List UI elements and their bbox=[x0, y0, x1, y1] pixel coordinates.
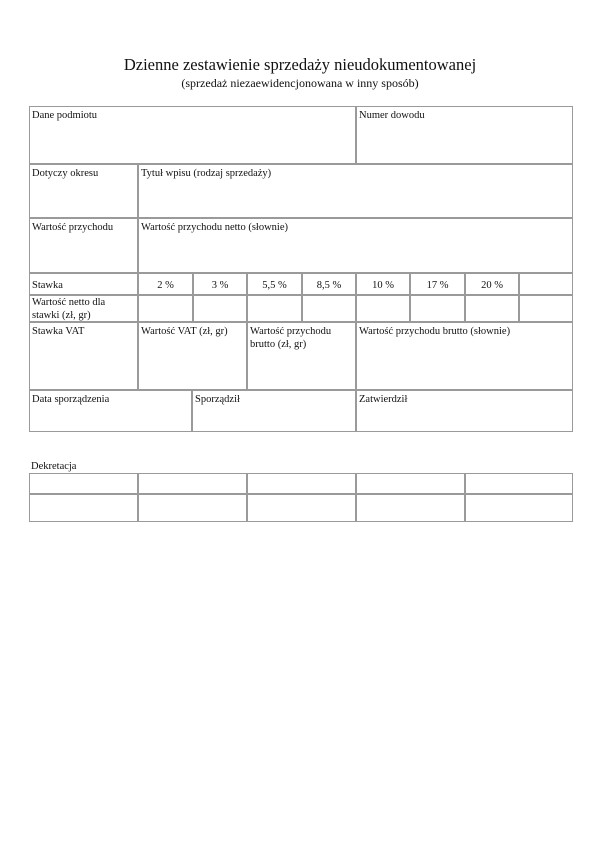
rate-cell: 8,5 % bbox=[302, 273, 356, 295]
dekretacja-cell[interactable] bbox=[29, 494, 138, 522]
wartosc-netto-dla-stawki-label: Wartość netto dla stawki (zł, gr) bbox=[32, 297, 106, 321]
wartosc-przychodu-label: Wartość przychodu bbox=[32, 222, 114, 233]
wartosc-przychodu-netto-field[interactable] bbox=[138, 218, 573, 273]
tytul-wpisu-label: Tytuł wpisu (rodzaj sprzedaży) bbox=[141, 168, 272, 179]
wartosc-przychodu-label-cell bbox=[29, 218, 138, 273]
stawka-vat-label: Stawka VAT bbox=[32, 326, 85, 337]
wartosc-brutto-zl-label: Wartość przychodu brutto (zł, gr) bbox=[250, 326, 332, 350]
netto-input-cell[interactable] bbox=[465, 295, 519, 322]
wartosc-przychodu-netto-label: Wartość przychodu netto (słownie) bbox=[141, 222, 288, 233]
netto-input-cell[interactable] bbox=[247, 295, 302, 322]
rate-cell: 2 % bbox=[138, 273, 193, 295]
dane-podmiotu-label: Dane podmiotu bbox=[32, 110, 98, 121]
netto-input-cell[interactable] bbox=[519, 295, 573, 322]
netto-input-cell[interactable] bbox=[138, 295, 193, 322]
data-sporzadzenia-label: Data sporządzenia bbox=[32, 394, 110, 405]
dekretacja-cell[interactable] bbox=[247, 473, 356, 494]
data-sporzadzenia-field[interactable] bbox=[29, 390, 192, 432]
page-subtitle: (sprzedaż niezaewidencjonowana w inny sposób) bbox=[181, 76, 419, 90]
netto-input-cell[interactable] bbox=[302, 295, 356, 322]
netto-input-cell[interactable] bbox=[410, 295, 465, 322]
dekretacja-cell[interactable] bbox=[465, 473, 573, 494]
dekretacja-cell[interactable] bbox=[356, 494, 465, 522]
zatwierdzil-field[interactable] bbox=[356, 390, 573, 432]
numer-dowodu-field[interactable] bbox=[356, 106, 573, 164]
rate-cell: 17 % bbox=[410, 273, 465, 295]
stawka-label: Stawka bbox=[32, 280, 63, 291]
stawka-label-cell bbox=[29, 273, 138, 295]
netto-input-cell[interactable] bbox=[356, 295, 410, 322]
dekretacja-cell[interactable] bbox=[138, 494, 247, 522]
dekretacja-cell[interactable] bbox=[138, 473, 247, 494]
sporzadzil-field[interactable] bbox=[192, 390, 356, 432]
sporzadzil-label: Sporządził bbox=[195, 394, 240, 405]
wartosc-netto-dla-stawki-label-cell bbox=[29, 295, 138, 322]
stawka-vat-field[interactable] bbox=[29, 322, 138, 390]
wartosc-brutto-zl-field[interactable] bbox=[247, 322, 356, 390]
tytul-wpisu-field[interactable] bbox=[138, 164, 573, 218]
rate-cell: 10 % bbox=[356, 273, 410, 295]
wartosc-vat-label: Wartość VAT (zł, gr) bbox=[141, 326, 228, 337]
dekretacja-cell[interactable] bbox=[29, 473, 138, 494]
dekretacja-cell[interactable] bbox=[247, 494, 356, 522]
dekretacja-cell[interactable] bbox=[465, 494, 573, 522]
zatwierdzil-label: Zatwierdził bbox=[359, 394, 408, 405]
rate-cell bbox=[519, 273, 573, 295]
rate-cell: 3 % bbox=[193, 273, 247, 295]
wartosc-vat-field[interactable] bbox=[138, 322, 247, 390]
dotyczy-okresu-label: Dotyczy okresu bbox=[32, 168, 99, 179]
rate-cell: 5,5 % bbox=[247, 273, 302, 295]
dotyczy-okresu-field[interactable] bbox=[29, 164, 138, 218]
wartosc-brutto-slownie-label: Wartość przychodu brutto (słownie) bbox=[359, 326, 511, 337]
wartosc-brutto-slownie-field[interactable] bbox=[356, 322, 573, 390]
numer-dowodu-label: Numer dowodu bbox=[359, 110, 425, 121]
netto-input-cell[interactable] bbox=[193, 295, 247, 322]
dekretacja-cell[interactable] bbox=[356, 473, 465, 494]
dane-podmiotu-field[interactable] bbox=[29, 106, 356, 164]
rate-cell: 20 % bbox=[465, 273, 519, 295]
dekretacja-label: Dekretacja bbox=[31, 461, 77, 472]
page-title: Dzienne zestawienie sprzedaży nieudokumentowanej bbox=[123, 55, 477, 74]
